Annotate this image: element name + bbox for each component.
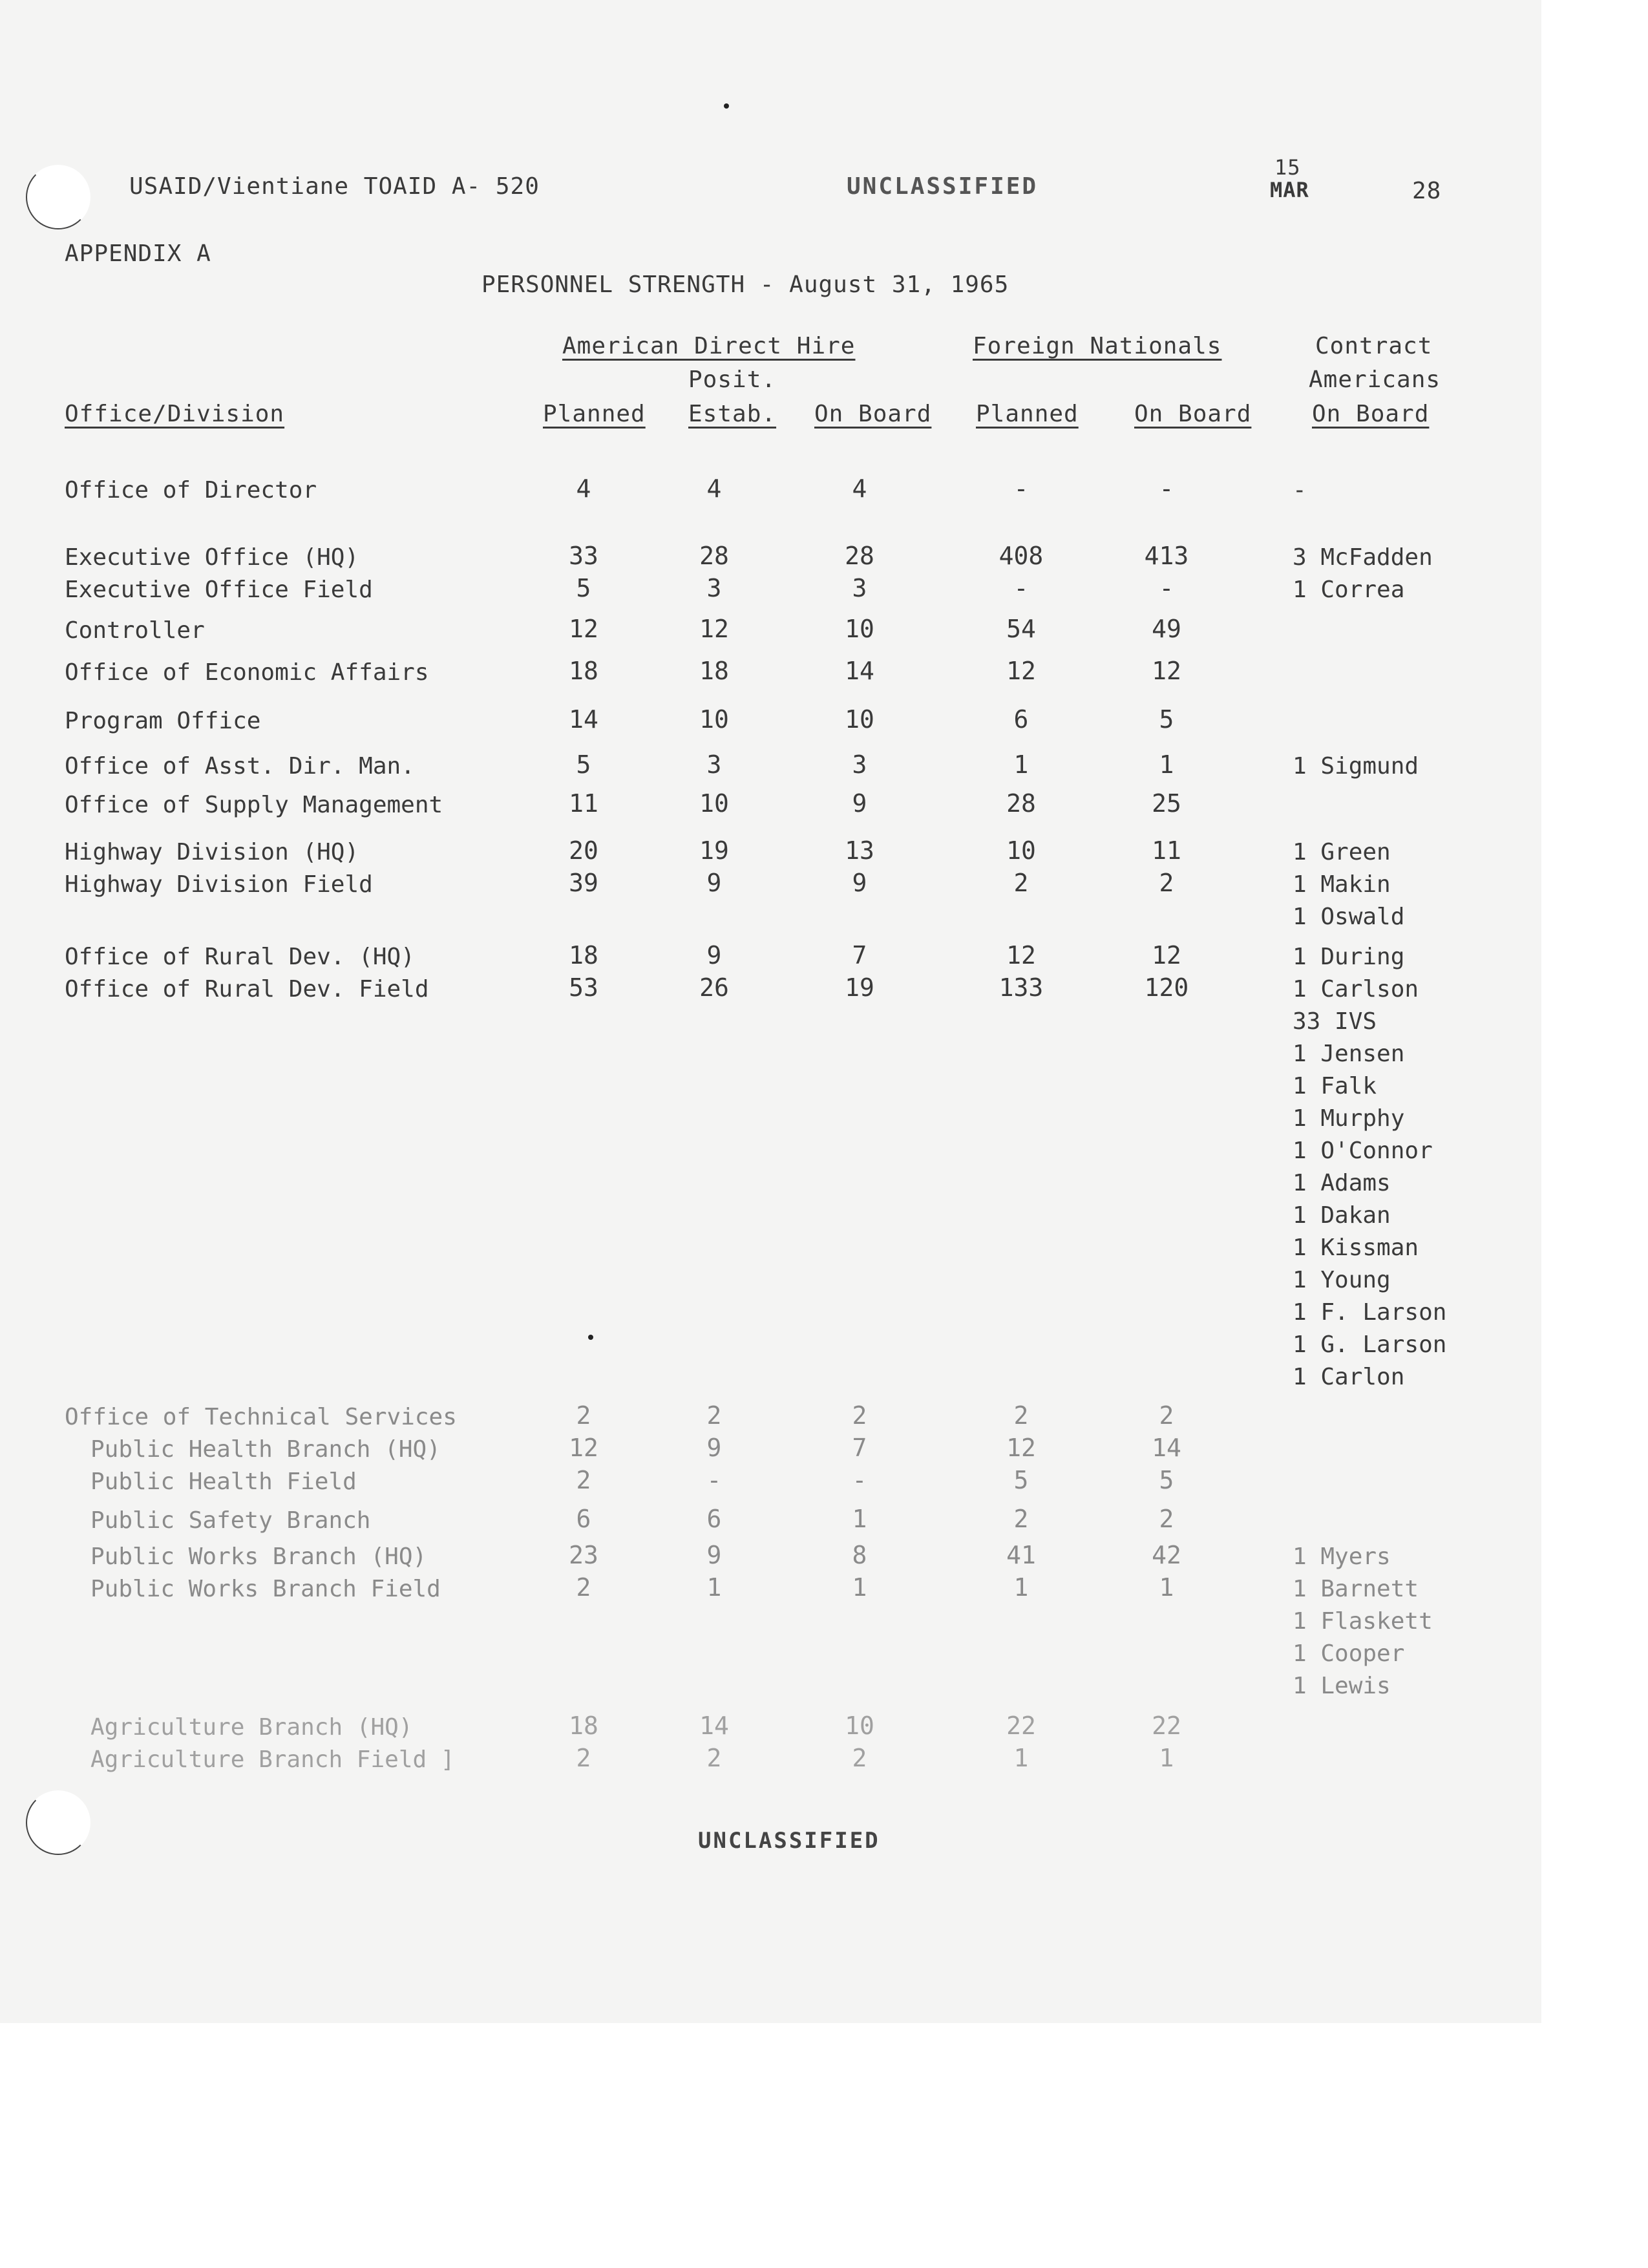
group-header-contract-2: Americans [1309, 366, 1441, 393]
cell-fn-planned: 41 [1006, 1541, 1036, 1569]
cell-planned: 20 [569, 836, 598, 865]
cell-fn-on_board: 2 [1159, 869, 1174, 897]
cell-planned: 12 [569, 615, 598, 643]
cell-fn-planned: 54 [1006, 615, 1036, 643]
cell-fn-on_board: - [1159, 574, 1174, 602]
cell-planned: 23 [569, 1541, 598, 1569]
cell-on-board: 8 [852, 1541, 867, 1569]
cell-estab: 3 [706, 750, 722, 779]
cell-planned: 6 [576, 1505, 591, 1533]
scan-speck [588, 1335, 593, 1340]
row-office-label: Public Health Field [90, 1468, 357, 1495]
column-office: Office/Division [65, 401, 285, 427]
contract-american-entry: 1 Sigmund [1293, 753, 1419, 779]
classification-header: UNCLASSIFIED [847, 173, 1039, 200]
cell-fn-planned: - [1013, 574, 1029, 602]
cell-fn-planned: 2 [1013, 1505, 1029, 1533]
cell-fn-on_board: 5 [1159, 1466, 1174, 1494]
cell-planned: 4 [576, 474, 591, 503]
scan-speck [724, 103, 729, 109]
cell-planned: 18 [569, 657, 598, 685]
cell-planned: 12 [569, 1434, 598, 1462]
contract-american-entry: 1 Green [1293, 839, 1391, 865]
contract-american-entry: 1 During [1293, 944, 1405, 970]
contract-american-entry: 1 G. Larson [1293, 1331, 1447, 1358]
row-office-label: Highway Division Field [65, 871, 373, 898]
cell-estab: 6 [706, 1505, 722, 1533]
cell-on-board: 9 [852, 869, 867, 897]
cell-planned: 2 [576, 1466, 591, 1494]
row-office-label: Agriculture Branch (HQ) [90, 1714, 413, 1741]
row-office-label: Program Office [65, 708, 261, 734]
column-estab: Estab. [688, 401, 777, 427]
cell-planned: 39 [569, 869, 598, 897]
cell-fn-planned: 408 [998, 542, 1044, 570]
column-fn-planned: Planned [976, 401, 1079, 427]
cell-fn-on_board: 11 [1152, 836, 1181, 865]
cell-on-board: 19 [845, 973, 874, 1002]
cell-planned: 33 [569, 542, 598, 570]
cell-fn-planned: 1 [1013, 1744, 1029, 1772]
cell-planned: 14 [569, 705, 598, 734]
contract-american-entry: 3 McFadden [1293, 544, 1433, 571]
cell-on-board: 10 [845, 615, 874, 643]
cell-estab: 9 [706, 1434, 722, 1462]
cell-fn-on_board: 2 [1159, 1505, 1174, 1533]
cell-on-board: 7 [852, 1434, 867, 1462]
cell-fn-planned: 28 [1006, 789, 1036, 818]
row-office-label: Office of Asst. Dir. Man. [65, 753, 415, 779]
contract-american-entry: 1 Flaskett [1293, 1608, 1433, 1635]
cell-on-board: 10 [845, 705, 874, 734]
row-office-label: Office of Economic Affairs [65, 659, 429, 686]
cell-planned: 11 [569, 789, 598, 818]
cell-estab: 2 [706, 1401, 722, 1430]
cell-estab: 10 [699, 705, 729, 734]
cell-fn-on_board: 120 [1144, 973, 1189, 1002]
cell-fn-on_board: 14 [1152, 1434, 1181, 1462]
contract-american-entry: 1 Young [1293, 1267, 1391, 1293]
cell-planned: 5 [576, 750, 591, 779]
cell-planned: 2 [576, 1401, 591, 1430]
cell-fn-planned: 6 [1013, 705, 1029, 734]
cell-planned: 18 [569, 1712, 598, 1740]
cell-planned: 2 [576, 1744, 591, 1772]
column-on-board: On Board [814, 401, 932, 427]
cell-fn-planned: 12 [1006, 941, 1036, 970]
contract-american-entry: 1 F. Larson [1293, 1299, 1447, 1326]
contract-american-entry: 1 O'Connor [1293, 1138, 1433, 1164]
cell-fn-on_board: 413 [1144, 542, 1189, 570]
cell-fn-on_board: 12 [1152, 941, 1181, 970]
cell-on-board: 1 [852, 1573, 867, 1602]
cell-on-board: 14 [845, 657, 874, 685]
cell-fn-planned: 2 [1013, 1401, 1029, 1430]
group-header-foreign: Foreign Nationals [973, 333, 1222, 359]
cell-fn-on_board: 5 [1159, 705, 1174, 734]
cell-fn-planned: 12 [1006, 1434, 1036, 1462]
classification-footer: UNCLASSIFIED [698, 1828, 880, 1854]
cell-fn-on_board: 25 [1152, 789, 1181, 818]
column-posit-line1: Posit. [688, 366, 777, 393]
cell-fn-on_board: 12 [1152, 657, 1181, 685]
cell-fn-planned: - [1013, 474, 1029, 503]
scan-margin [0, 2023, 1648, 2268]
cell-fn-on_board: - [1159, 474, 1174, 503]
contract-american-entry: 1 Cooper [1293, 1640, 1405, 1667]
contract-american-entry: 1 Dakan [1293, 1202, 1391, 1229]
contract-american-entry: 1 Barnett [1293, 1576, 1419, 1602]
row-office-label: Executive Office (HQ) [65, 544, 359, 571]
cell-on-board: 3 [852, 574, 867, 602]
contract-american-entry: - [1293, 477, 1307, 503]
contract-american-entry: 1 Makin [1293, 871, 1391, 898]
cell-on-board: 2 [852, 1401, 867, 1430]
row-office-label: Office of Technical Services [65, 1404, 457, 1430]
row-office-label: Executive Office Field [65, 577, 373, 603]
appendix-label: APPENDIX A [65, 240, 211, 267]
row-office-label: Public Works Branch (HQ) [90, 1543, 427, 1570]
column-planned: Planned [543, 401, 646, 427]
document-title: PERSONNEL STRENGTH - August 31, 1965 [481, 271, 1009, 298]
cell-planned: 5 [576, 574, 591, 602]
cell-on-board: 1 [852, 1505, 867, 1533]
cell-fn-on_board: 22 [1152, 1712, 1181, 1740]
cell-estab: 4 [706, 474, 722, 503]
cell-fn-on_board: 1 [1159, 1573, 1174, 1602]
row-office-label: Public Health Branch (HQ) [90, 1436, 441, 1463]
cell-fn-planned: 10 [1006, 836, 1036, 865]
row-office-label: Public Safety Branch [90, 1507, 371, 1534]
cell-estab: 2 [706, 1744, 722, 1772]
cell-estab: 19 [699, 836, 729, 865]
row-office-label: Highway Division (HQ) [65, 839, 359, 865]
row-office-label: Office of Rural Dev. Field [65, 976, 429, 1002]
row-office-label: Office of Director [65, 477, 317, 503]
row-office-label: Public Works Branch Field [90, 1576, 441, 1602]
punch-hole-bottom [26, 1790, 90, 1855]
cell-fn-planned: 1 [1013, 1573, 1029, 1602]
row-office-label: Controller [65, 617, 205, 644]
cell-estab: 26 [699, 973, 729, 1002]
contract-american-entry: 1 Adams [1293, 1170, 1391, 1196]
cell-on-board: 2 [852, 1744, 867, 1772]
cell-estab: 18 [699, 657, 729, 685]
contract-american-entry: 1 Carlon [1293, 1364, 1405, 1390]
row-office-label: Office of Rural Dev. (HQ) [65, 944, 415, 970]
punch-hole-top [26, 165, 90, 229]
contract-american-entry: 1 Jensen [1293, 1041, 1405, 1067]
cell-fn-planned: 2 [1013, 869, 1029, 897]
contract-american-entry: 1 Lewis [1293, 1673, 1391, 1699]
page-month: MAR [1270, 178, 1309, 202]
cell-estab: 12 [699, 615, 729, 643]
page-number: 28 [1412, 178, 1442, 204]
cell-fn-planned: 12 [1006, 657, 1036, 685]
cell-on-board: 3 [852, 750, 867, 779]
group-header-american: American Direct Hire [562, 333, 856, 359]
cell-fn-planned: 22 [1006, 1712, 1036, 1740]
contract-american-entry: 1 Kissman [1293, 1235, 1419, 1261]
cell-planned: 18 [569, 941, 598, 970]
column-contract-on-board: On Board [1312, 401, 1430, 427]
contract-american-entry: 33 IVS [1293, 1008, 1377, 1035]
cell-on-board: 13 [845, 836, 874, 865]
cell-estab: 14 [699, 1712, 729, 1740]
page-day: 15 [1274, 155, 1301, 180]
contract-american-entry: 1 Correa [1293, 577, 1405, 603]
contract-american-entry: 1 Falk [1293, 1073, 1377, 1099]
cell-fn-planned: 1 [1013, 750, 1029, 779]
cell-estab: 10 [699, 789, 729, 818]
contract-american-entry: 1 Oswald [1293, 904, 1405, 930]
cell-on-board: 9 [852, 789, 867, 818]
cell-fn-on_board: 2 [1159, 1401, 1174, 1430]
cell-estab: 28 [699, 542, 729, 570]
cell-estab: 1 [706, 1573, 722, 1602]
cell-fn-on_board: 1 [1159, 1744, 1174, 1772]
cell-planned: 53 [569, 973, 598, 1002]
cell-on-board: 4 [852, 474, 867, 503]
cell-estab: 3 [706, 574, 722, 602]
row-office-label: Agriculture Branch Field ] [90, 1746, 455, 1773]
cell-estab: 9 [706, 941, 722, 970]
contract-american-entry: 1 Myers [1293, 1543, 1391, 1570]
cell-on-board: - [852, 1466, 867, 1494]
cell-on-board: 28 [845, 542, 874, 570]
cell-estab: 9 [706, 1541, 722, 1569]
contract-american-entry: 1 Murphy [1293, 1105, 1405, 1132]
cell-estab: 9 [706, 869, 722, 897]
office-reference: USAID/Vientiane TOAID A- 520 [129, 173, 540, 200]
column-fn-on-board: On Board [1134, 401, 1252, 427]
cell-fn-on_board: 49 [1152, 615, 1181, 643]
cell-on-board: 10 [845, 1712, 874, 1740]
cell-on-board: 7 [852, 941, 867, 970]
cell-fn-on_board: 42 [1152, 1541, 1181, 1569]
group-header-contract-1: Contract [1315, 333, 1433, 359]
cell-fn-planned: 5 [1013, 1466, 1029, 1494]
cell-estab: - [706, 1466, 722, 1494]
cell-fn-on_board: 1 [1159, 750, 1174, 779]
cell-fn-planned: 133 [998, 973, 1044, 1002]
contract-american-entry: 1 Carlson [1293, 976, 1419, 1002]
cell-planned: 2 [576, 1573, 591, 1602]
row-office-label: Office of Supply Management [65, 792, 443, 818]
